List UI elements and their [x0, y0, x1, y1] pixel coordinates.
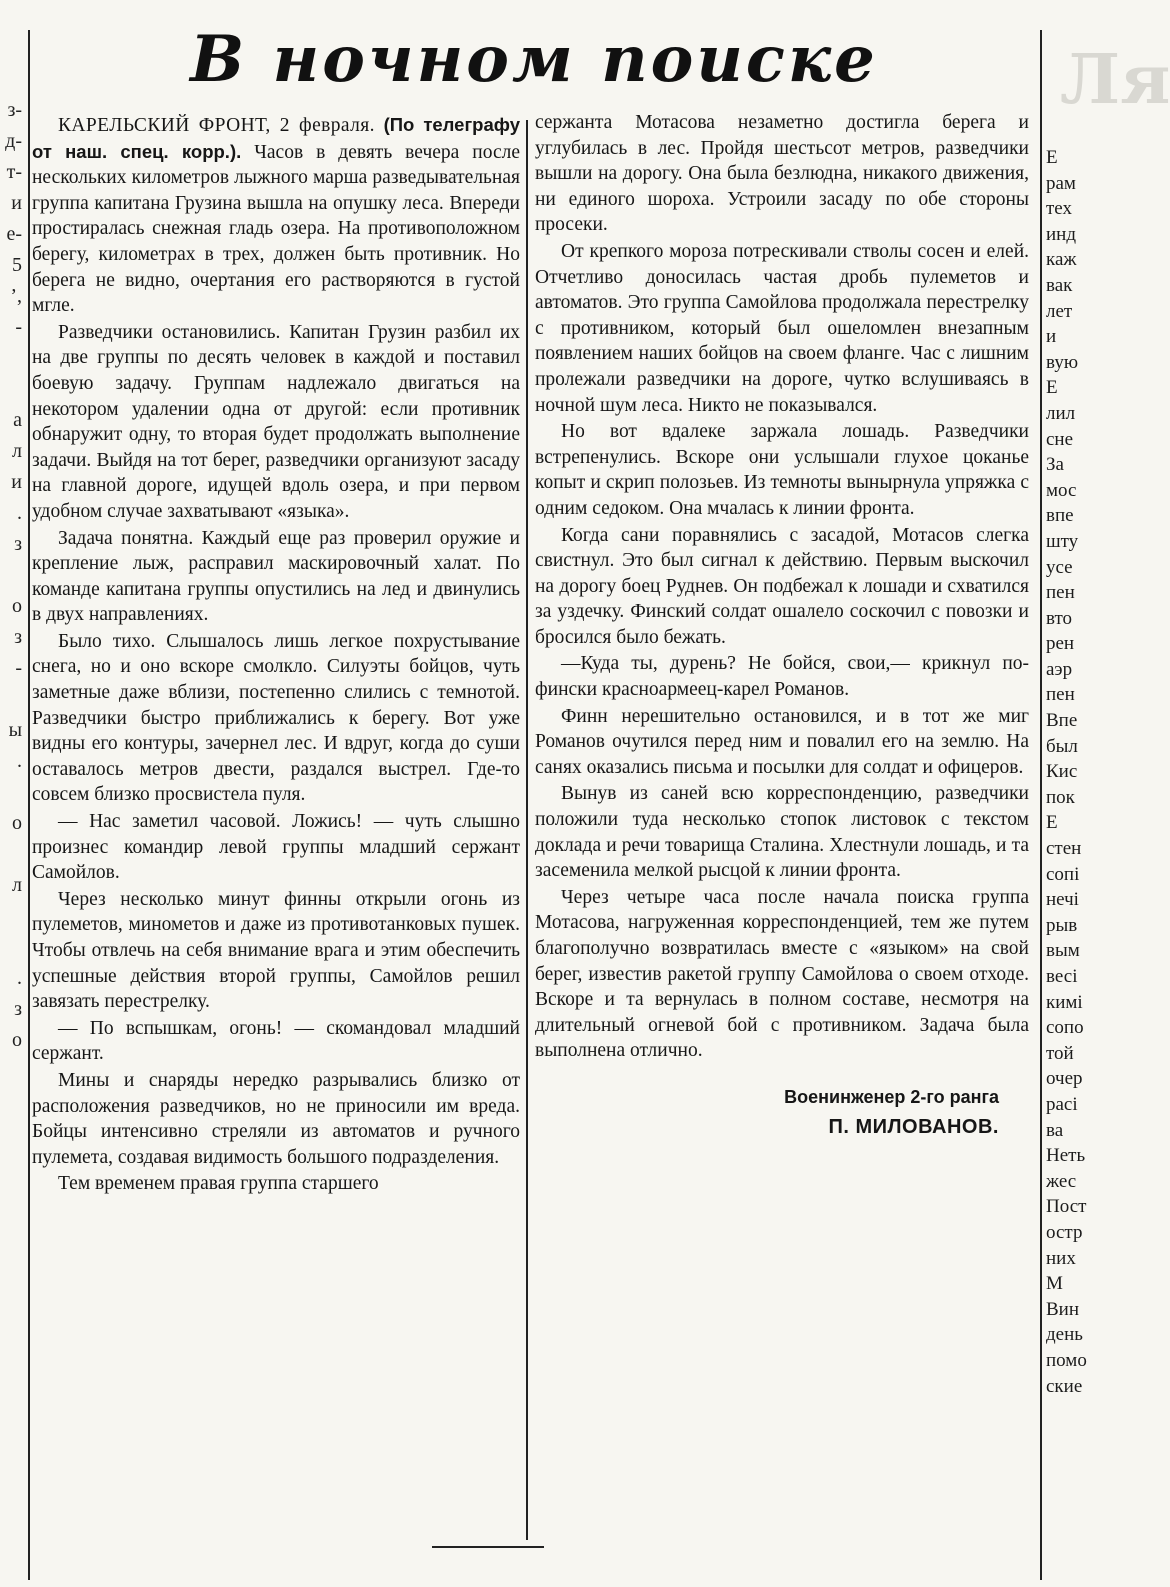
- left-fragment-line: [0, 374, 22, 405]
- left-fragment-line: д-: [5, 130, 22, 152]
- left-fragment-line: .: [17, 502, 22, 524]
- right-fragment-line: Е: [1046, 377, 1058, 399]
- right-fragment-line: тех: [1046, 198, 1072, 220]
- left-fragment-line: -: [15, 657, 22, 679]
- right-fragment-line: помо: [1046, 1349, 1087, 1371]
- author-signature: [535, 1082, 1029, 1142]
- right-fragment-line: рам: [1046, 172, 1076, 194]
- left-fragment-line: з: [14, 626, 22, 648]
- right-fragment-line: Е: [1046, 147, 1058, 168]
- left-fragment-line: 5: [12, 254, 22, 276]
- right-fragment-line: нечі: [1046, 889, 1079, 911]
- left-column-fragments: [0, 95, 22, 1095]
- right-fragment-line: шту: [1046, 530, 1079, 552]
- left-fragment-line: е-: [6, 223, 22, 245]
- right-fragment-line: кимі: [1046, 991, 1083, 1013]
- paragraph: Когда сани поравнялись с засадой, Мотасов слегка свистнул. Это был сигнал к действию. Первым выскочил на дорогу боец Руднев. Он подбежал к лошади и схватился за уздечку. Финский солдат ошалело соскочил с повозки и бросился было бежать.: [535, 524, 1029, 648]
- right-fragment-line: весі: [1046, 966, 1078, 987]
- right-fragment-line: Е: [1046, 812, 1058, 834]
- right-fragment-line: рен: [1046, 633, 1075, 655]
- left-fragment-line: о: [12, 1029, 22, 1051]
- right-fragment-line: них: [1046, 1247, 1076, 1269]
- right-fragment-line: пен: [1046, 684, 1075, 706]
- right-fragment-line: М: [1046, 1273, 1063, 1295]
- right-fragment-line: инд: [1046, 223, 1077, 245]
- dateline-place: КАРЕЛЬСКИЙ ФРОНТ, 2 февраля.: [58, 115, 375, 136]
- right-fragment-line: и: [1046, 326, 1057, 348]
- right-fragment-line: был: [1046, 735, 1078, 757]
- paragraph: сержанта Мотасова незаметно достигла берега и углубилась в лес. Пройдя шестьсот метров, разведчики вышли на дорогу. Она была безлюдна, никакого движения, ни единого шороха. Устроили засаду по обе стороны просеки.: [535, 112, 1029, 236]
- right-fragment-line: день: [1046, 1324, 1083, 1346]
- paragraph: Финн нерешительно остановился, и в тот же миг Романов очутился перед ним и повалил его на землю. На санях оказались письма и посылки для солдат и офицеров.: [535, 705, 1029, 778]
- right-fragment-line: той: [1046, 1042, 1074, 1064]
- right-fragment-line: мос: [1046, 479, 1077, 501]
- adjacent-headline-fragment: Ля: [1060, 40, 1170, 120]
- paragraph: —Куда ты, дурень? Не бойся, свои,— крикнул по-фински красноармеец-карел Романов.: [535, 653, 1029, 701]
- left-fragment-line: з: [14, 533, 22, 555]
- paragraph: Разведчики остановились. Капитан Грузин разбил их на две группы по десять человек в каждой и поставил боевую задачу. Группам надлежало двигаться на некотором удалении одна от другой: если противник обнаружит одну, то вторая будет продолжать выполнение задачи. Выйдя на тот берег, разведчики организуют засаду на главной дороге, идущей вдоль озера, и при первом удобном случае захватывают «языка».: [32, 321, 520, 522]
- article-dateline-paragraph: [32, 112, 520, 319]
- left-fragment-line: .: [17, 750, 22, 772]
- right-fragment-line: расі: [1046, 1093, 1078, 1115]
- paragraph: Но вот вдалеке заржала лошадь. Разведчики встрепенулись. Вскоре они услышали глухое цоканье копыт и скрип полозьев. Из темноты вынырнула упряжка с одним седоком. Она мчалась к линии фронта.: [535, 421, 1029, 519]
- left-fragment-line: [0, 839, 22, 870]
- left-fragment-line: о: [12, 812, 22, 834]
- paragraph: — По вспышкам, огонь! — скомандовал младший сержант.: [32, 1017, 520, 1065]
- right-fragment-line: ские: [1046, 1375, 1083, 1397]
- right-fragment-line: сне: [1046, 428, 1074, 450]
- left-fragment-line: з-: [7, 99, 22, 121]
- article-column-2: [535, 110, 1029, 1142]
- right-fragment-line: Кис: [1046, 761, 1078, 783]
- right-fragment-line: Впе: [1046, 710, 1078, 732]
- right-fragment-line: вто: [1046, 607, 1073, 629]
- right-fragment-line: очер: [1046, 1068, 1083, 1090]
- left-fragment-line: л: [12, 440, 22, 462]
- left-fragment-line: [0, 560, 22, 591]
- paragraph: Через несколько минут финны открыли огонь из пулеметов, минометов и даже из противотанковых пушек. Чтобы отвлечь на себя внимание врага и этим обеспечить успешные действия второй группы, Самойлов решил завязать перестрелку.: [32, 888, 520, 1013]
- paragraph: Было тихо. Слышалось лишь легкое похрустывание снега, но и оно вскоре смолкло. Силуэты бойцов, чуть заметные даже вблизи, постепенно слились с темнотой. Разведчики быстро приближались к берегу. Вот уже видны его контуры, зачернел лес. И вдруг, когда до суши оставалось метров двести, раздался выстрел. Где-то совсем близко просвистела пуля.: [32, 630, 520, 806]
- left-fragment-line: а: [13, 409, 22, 431]
- right-fragment-line: аэр: [1046, 658, 1073, 680]
- author-name: П. МИЛОВАНОВ.: [828, 1115, 999, 1138]
- left-fragment-line: з: [14, 998, 22, 1020]
- right-fragment-line: За: [1046, 454, 1064, 476]
- paragraph: Тем временем правая группа старшего: [58, 1173, 379, 1195]
- paragraph: Через четыре часа после начала поиска группа Мотасова, нагруженная корреспонденцией, тем же путем благополучно возвратилась вместе с «языком» на свой берег, известив ракетой группу Самойлова о своем отходе. Вскоре и та вернулась в полном составе, несмотря на длительный огневой бой с противником. Задача была выполнена отлично.: [535, 886, 1029, 1062]
- left-fragment-line: ’,: [10, 285, 22, 307]
- author-rank: Военинженер 2-го ранга: [784, 1086, 999, 1107]
- right-fragment-line: вак: [1046, 274, 1073, 296]
- paragraph: Задача понятна. Каждый еще раз проверил оружие и крепление лыж, расправил маскировочный халат. По команде капитана группы опустились на лед и двинулись в двух направлениях.: [32, 527, 520, 626]
- left-fragment-line: и: [11, 192, 22, 214]
- article-end-rule: [432, 1546, 544, 1548]
- right-fragment-line: лет: [1046, 300, 1073, 322]
- right-fragment-line: Неть: [1046, 1145, 1086, 1167]
- left-fragment-line: [0, 343, 22, 374]
- right-fragment-line: пен: [1046, 582, 1075, 604]
- left-fragment-line: [0, 932, 22, 963]
- left-fragment-line: ы: [8, 719, 22, 741]
- right-fragment-line: стен: [1046, 838, 1082, 860]
- left-fragment-line: и: [11, 471, 22, 493]
- left-fragment-line: [0, 777, 22, 808]
- paragraph-text: Часов в девять вечера после нескольких километров лыжного марша разведывательная группа капитана Грузина вышла на опушку леса. Впереди простиралась снежная гладь озера. На противоположном берегу, километрах в трех, должен быть противник. Но берега не видно, очертания его растворяются в густой мгле.: [32, 141, 520, 317]
- left-fragment-line: .: [17, 967, 22, 989]
- right-fragment-line: сопо: [1046, 1017, 1084, 1039]
- right-fragment-line: жес: [1046, 1170, 1077, 1192]
- right-fragment-line: усе: [1046, 556, 1073, 578]
- paragraph: Вынув из саней всю корреспонденцию, разведчики положили туда несколько стопок листовок с текстом доклада и речи товарища Сталина. Хлестнули лошадь, и та засеменила мелкой рысцой к линии фронта.: [535, 783, 1029, 882]
- column-divider-left: [28, 30, 30, 1580]
- left-fragment-line: т-: [6, 161, 22, 183]
- right-fragment-line: каж: [1046, 249, 1077, 271]
- right-fragment-line: вым: [1046, 940, 1080, 962]
- right-fragment-line: лил: [1046, 402, 1076, 424]
- right-fragment-line: пок: [1046, 786, 1075, 808]
- right-fragment-line: остр: [1046, 1221, 1083, 1243]
- right-fragment-line: сопі: [1046, 863, 1080, 885]
- right-fragment-line: впе: [1046, 505, 1074, 527]
- right-fragment-line: Пост: [1046, 1196, 1087, 1218]
- right-fragment-line: ва: [1046, 1119, 1064, 1141]
- article-title: В ночном поиске: [190, 22, 878, 97]
- right-fragment-line: Вин: [1046, 1298, 1080, 1320]
- right-column-fragments: [1046, 145, 1099, 1585]
- right-fragment-line: вую: [1046, 351, 1079, 373]
- dateline-source: (По телеграфу от наш. спец. корр.).: [32, 114, 520, 162]
- left-fragment-line: [0, 684, 22, 715]
- paragraph: — Нас заметил часовой. Ложись! — чуть слышно произнес командир левой группы младший сержант Самойлов.: [32, 811, 520, 884]
- column-divider-right: [1040, 30, 1042, 1580]
- left-fragment-line: о: [12, 595, 22, 617]
- paragraph: От крепкого мороза потрескивали стволы сосен и елей. Отчетливо доносилась частая дробь пулеметов и автоматов. Это группа Самойлова продолжала перестрелку с противником, который был ошеломлен внезапным появлением наших бойцов на своем фланге. Час с лишним пролежали разведчики на дороге, чутко вслушиваясь в ночной шум леса. Никто не показывался.: [535, 240, 1029, 416]
- left-fragment-line: л: [12, 874, 22, 896]
- left-fragment-line: [0, 901, 22, 932]
- article-column-1: [32, 112, 520, 1198]
- right-fragment-line: рыв: [1046, 914, 1078, 936]
- column-divider-center: [526, 120, 528, 1540]
- left-fragment-line: -: [15, 316, 22, 338]
- paragraph: Мины и снаряды нередко разрывались близко от расположения разведчиков, но не приносили им вреда. Бойцы интенсивно стреляли из автоматов и ручного пулемета, создавая видимость большого подразделения.: [32, 1069, 520, 1168]
